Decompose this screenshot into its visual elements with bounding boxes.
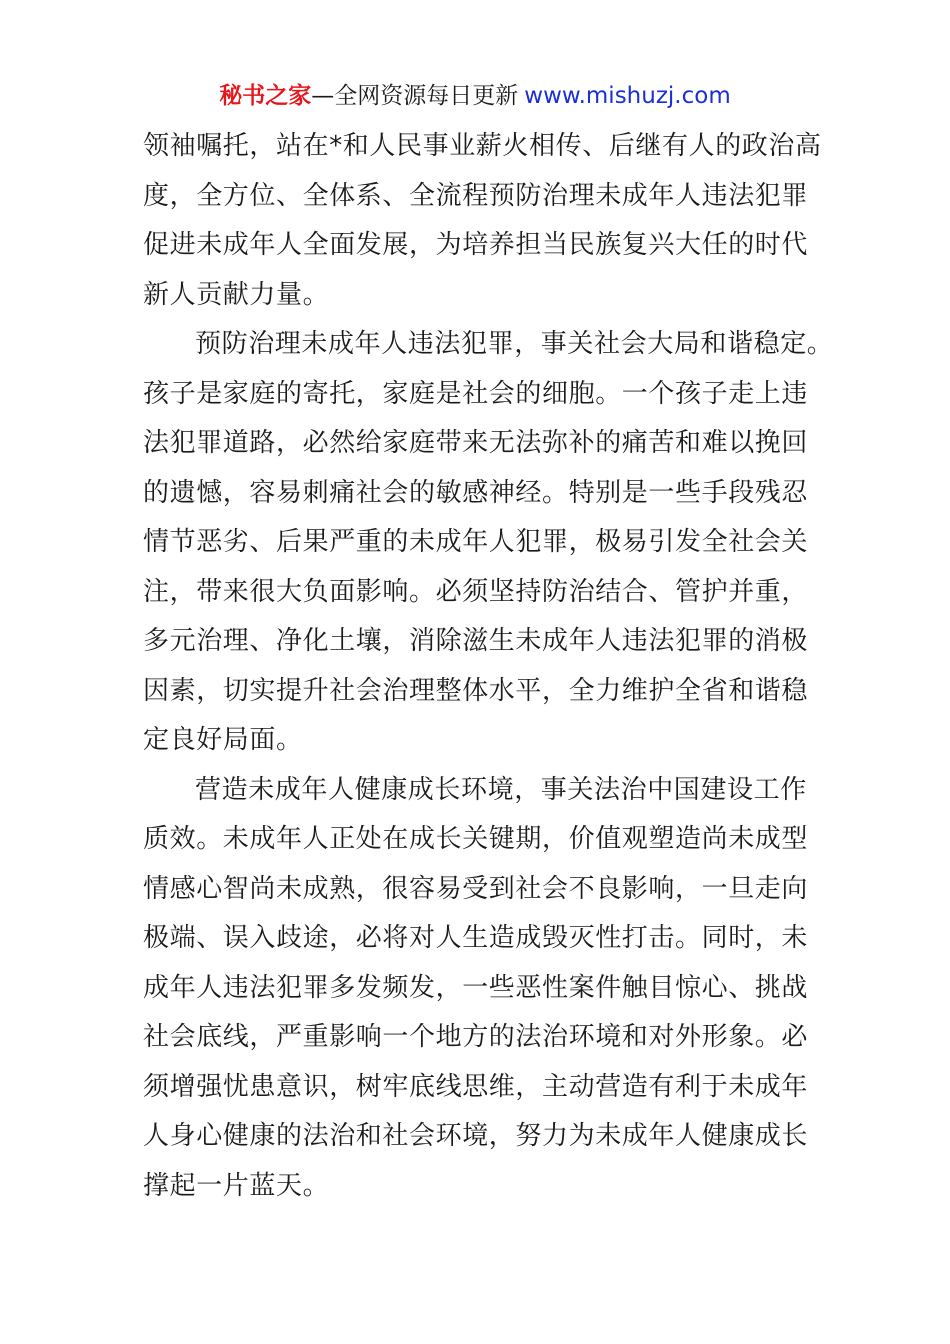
text-line: 孩子是家庭的寄托，家庭是社会的细胞。一个孩子走上违 (143, 378, 809, 409)
text-line: 定良好局面。 (143, 725, 303, 755)
text-line: 情节恶劣、后果严重的未成年人犯罪，极易引发全社会关 (143, 527, 809, 557)
text-line: 社会底线，严重影响一个地方的法治环境和对外形象。必 (143, 1022, 809, 1052)
text-line: 度，全方位、全体系、全流程预防治理未成年人违法犯罪 (143, 180, 809, 211)
header-tagline: —全网资源每日更新 (311, 83, 519, 109)
text-line: 新人贡献力量。 (143, 279, 330, 310)
paragraph-first-line: 预防治理未成年人违法犯罪，事关社会大局和谐稳定。 (195, 329, 834, 359)
text-line: 因素，切实提升社会治理整体水平，全力维护全省和谐稳 (143, 675, 809, 706)
text-line: 撑起一片蓝天。 (143, 1170, 330, 1201)
text-line: 成年人违法犯罪多发频发，一些恶性案件触目惊心、挑战 (143, 972, 809, 1003)
text-line: 促进未成年人全面发展，为培养担当民族复兴大任的时代 (143, 230, 809, 260)
paragraph-first-line: 营造未成年人健康成长环境，事关法治中国建设工作 (195, 774, 807, 805)
text-line: 人身心健康的法治和社会环境，努力为未成年人健康成长 (143, 1121, 809, 1151)
website-url: www.mishuzj.com (524, 83, 731, 109)
page-header (0, 80, 950, 112)
text-line: 极端、误入歧途，必将对人生造成毁灭性打击。同时，未 (143, 923, 809, 953)
text-line: 情感心智尚未成熟，很容易受到社会不良影响，一旦走向 (143, 873, 809, 904)
brand-name: 秘书之家 (219, 83, 312, 109)
text-line: 法犯罪道路，必然给家庭带来无法弥补的痛苦和难以挽回 (143, 428, 809, 458)
text-line: 的遗憾，容易刺痛社会的敏感神经。特别是一些手段残忍 (143, 477, 809, 508)
text-line: 质效。未成年人正处在成长关键期，价值观塑造尚未成型 (143, 824, 809, 854)
text-line: 须增强忧患意识，树牢底线思维，主动营造有利于未成年 (143, 1071, 809, 1102)
text-line: 注，带来很大负面影响。必须坚持防治结合、管护并重， (143, 576, 809, 607)
text-line: 领袖嘱托，站在*和人民事业薪火相传、后继有人的政治高 (143, 131, 822, 161)
document-body (143, 122, 834, 1211)
text-line: 多元治理、净化土壤，消除滋生未成年人违法犯罪的消极 (143, 626, 809, 656)
